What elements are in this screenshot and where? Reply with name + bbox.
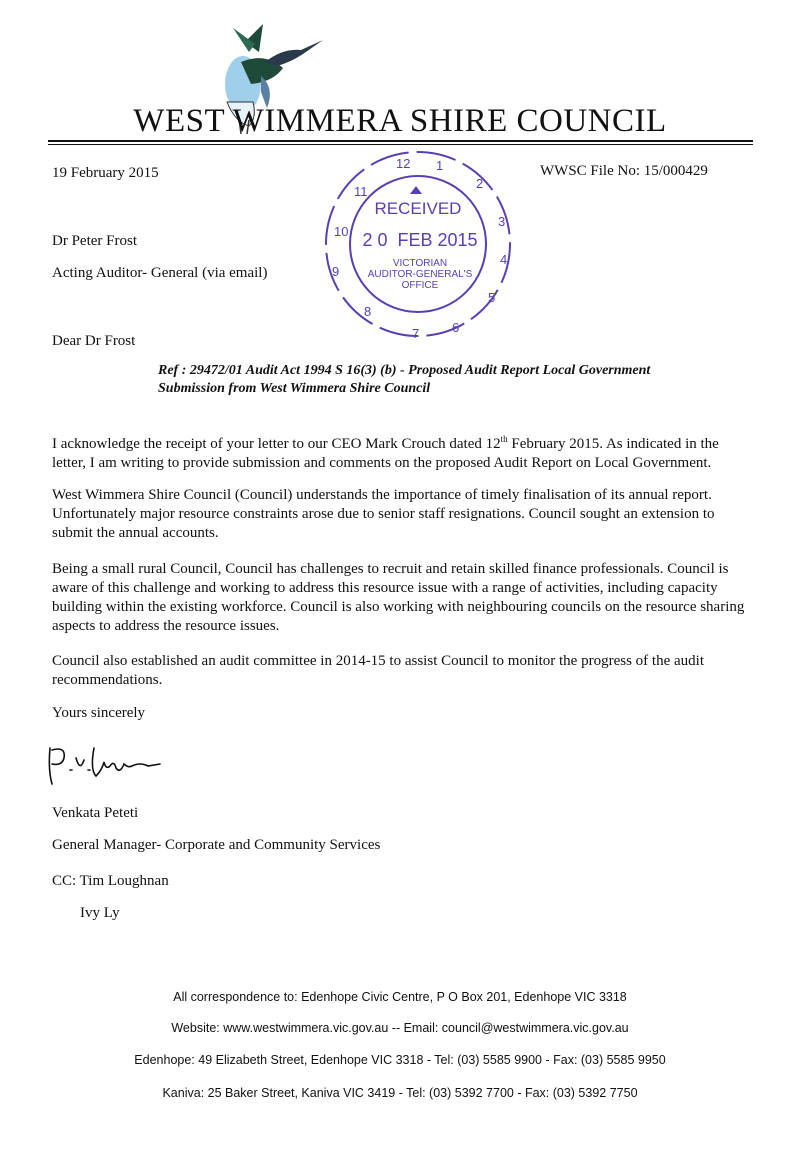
paragraph-1-superscript: th [500, 434, 508, 444]
reference-line-2: Submission from West Wimmera Shire Council [158, 381, 431, 396]
recipient-name: Dr Peter Frost [52, 233, 137, 249]
stamp-office-line1: VICTORIAN [392, 258, 448, 269]
salutation: Dear Dr Frost [52, 333, 136, 349]
letterhead-rule-thin [48, 144, 753, 145]
received-stamp [308, 146, 528, 344]
footer-correspondence: All correspondence to: Edenhope Civic Centre, P O Box 201, Edenhope VIC 3318 [173, 990, 627, 1004]
letterhead-rule [48, 140, 753, 142]
svg-text:2: 2 [476, 176, 484, 191]
signatory-name: Venkata Peteti [52, 805, 139, 821]
paragraph-1-part-b: February 2015. As indicated in the letter, I am writing to provide submission and comments on the proposed Audit Report on Local Government. [52, 436, 719, 471]
signatory-title: General Manager- Corporate and Community Services [52, 837, 381, 853]
reference-block [158, 362, 718, 398]
recipient-title: Acting Auditor- General (via email) [52, 265, 268, 281]
footer-edenhope: Edenhope: 49 Elizabeth Street, Edenhope VIC 3318 - Tel: (03) 5585 9900 - Fax: (03) 5585 9950 [134, 1053, 666, 1067]
footer-web-email: Website: www.westwimmera.vic.gov.au -- Email: council@westwimmera.vic.gov.au [171, 1021, 629, 1035]
svg-text:4: 4 [500, 252, 508, 267]
letter-date: 19 February 2015 [52, 165, 159, 181]
file-number: WWSC File No: 15/000429 [540, 163, 708, 179]
svg-text:7: 7 [412, 326, 420, 341]
stamp-office-line3: OFFICE [401, 280, 439, 291]
footer-kaniva: Kaniva: 25 Baker Street, Kaniva VIC 3419 - Tel: (03) 5392 7700 - Fax: (03) 5392 7750 [162, 1086, 638, 1100]
stamp-received: RECEIVED [374, 199, 462, 218]
svg-text:12: 12 [396, 156, 411, 171]
svg-text:8: 8 [364, 304, 372, 319]
svg-text:6: 6 [452, 320, 460, 335]
paragraph-2: West Wimmera Shire Council (Council) understands the importance of timely finalisation of its annual report. Unfortunately major resource constraints arose due to senior staff resignations. Council sought an extension to submit the annual accounts. [52, 487, 715, 541]
cc-line-2: Ivy Ly [80, 905, 120, 921]
paragraph-4: Council also established an audit committee in 2014-15 to assist Council to monitor the progress of the audit recommendations. [52, 653, 704, 688]
stamp-date: 2 0 FEB 2015 [362, 230, 478, 250]
svg-text:11: 11 [354, 184, 368, 199]
stamp-office-line2: AUDITOR-GENERAL'S [367, 269, 473, 280]
paragraph-1-part-a: I acknowledge the receipt of your letter to our CEO Mark Crouch dated 12 [52, 436, 501, 452]
svg-text:10: 10 [334, 224, 349, 239]
svg-text:9: 9 [332, 264, 340, 279]
reference-line-1: Ref : 29472/01 Audit Act 1994 S 16(3) (b) - Proposed Audit Report Local Government [158, 363, 651, 378]
signature [44, 740, 164, 788]
svg-text:1: 1 [436, 158, 444, 173]
paragraph-3: Being a small rural Council, Council has challenges to recruit and retain skilled finance professionals. Council is aware of this challenge and working to address this resource issue with a range of activities, including capacity building within the existing workforce. Council is also working with neighbouring councils on the resource sharing aspects to address the resource issues. [52, 561, 745, 634]
svg-text:3: 3 [498, 214, 506, 229]
organisation-name: WEST WIMMERA SHIRE COUNCIL [133, 103, 667, 139]
cc-line-1: CC: Tim Loughnan [52, 873, 169, 889]
closing: Yours sincerely [52, 705, 146, 721]
svg-text:5: 5 [488, 290, 496, 305]
paragraph-1 [52, 430, 752, 473]
